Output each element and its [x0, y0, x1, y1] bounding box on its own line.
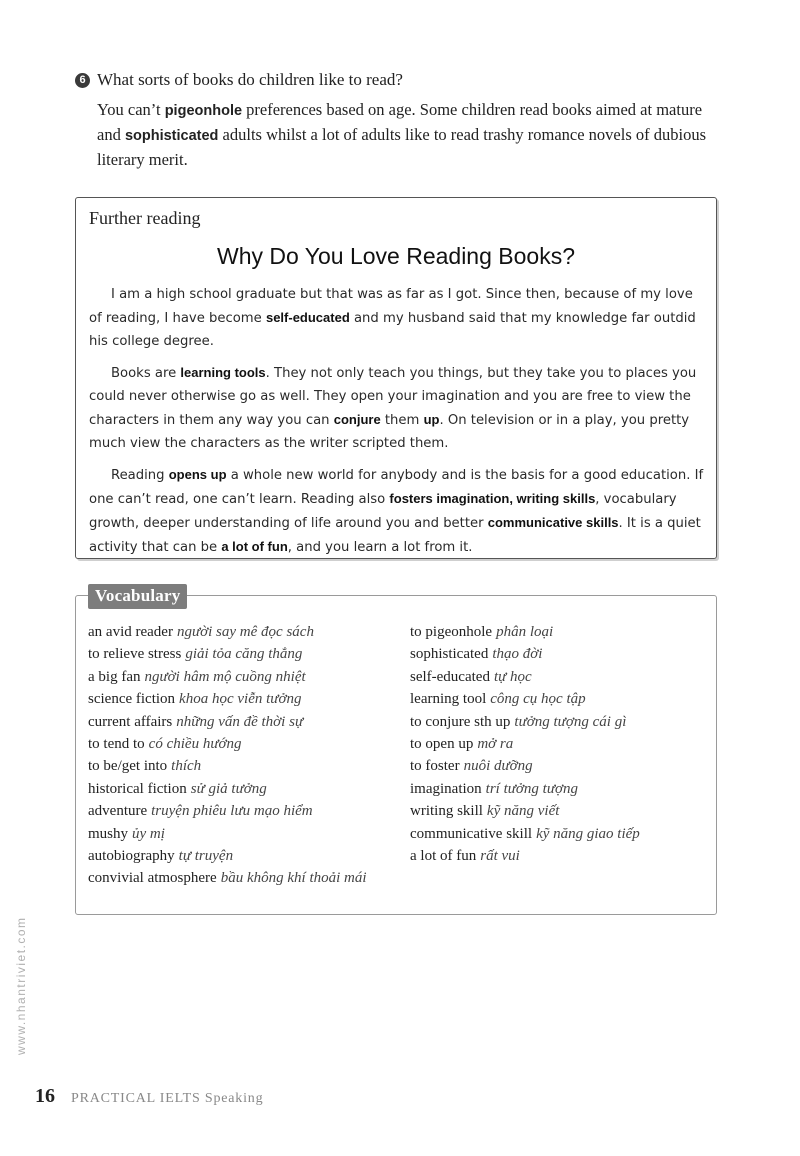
- question-number-badge: 6: [75, 73, 90, 88]
- article-paragraph: Books are learning tools. They not only teach you things, but they take you to places you could never otherwise go as well. They open your imagination and you are free to view the characters in them any way you can conjure them up. On television or in a play, you pretty much view the characters as the writer scripted them.: [89, 365, 697, 451]
- question-answer: You can’t pigeonhole preferences based on age. Some children read books aimed at mature and sophisticated adults whilst a lot of adults like to read trashy romance novels of dubious literary merit.: [97, 100, 706, 169]
- book-title: PRACTICAL IELTS Speaking: [71, 1091, 264, 1106]
- vocabulary-translation: trí tưởng tượng: [485, 780, 579, 797]
- vocabulary-item: [88, 755, 388, 777]
- vocabulary-term: imagination: [410, 780, 482, 797]
- vocabulary-translation: kỹ năng giao tiếp: [536, 825, 640, 842]
- keyword: a lot of fun: [221, 539, 288, 554]
- further-reading-label: Further reading: [89, 208, 201, 228]
- vocabulary-term: convivial atmosphere: [88, 870, 217, 887]
- vocabulary-item: [88, 711, 388, 733]
- vocabulary-item: [410, 643, 710, 665]
- vocabulary-item: [88, 845, 388, 867]
- vocabulary-translation: ủy mị: [132, 825, 165, 842]
- vocabulary-item: [88, 778, 388, 800]
- keyword: conjure: [333, 412, 381, 427]
- vocabulary-item: [410, 778, 710, 800]
- vocabulary-translation: mở ra: [477, 736, 514, 753]
- vocabulary-term: writing skill: [410, 803, 483, 820]
- vocabulary-term: learning tool: [410, 691, 487, 708]
- vocabulary-translation: thạo đời: [492, 646, 543, 663]
- vocabulary-item: [88, 666, 388, 688]
- vocabulary-term: current affairs: [88, 713, 173, 730]
- vocabulary-term: to be/get into: [88, 758, 168, 775]
- page-footer: [35, 1085, 263, 1108]
- question-heading: [75, 70, 725, 90]
- vocabulary-translation: kỹ năng viết: [486, 803, 560, 820]
- question-block: [75, 70, 725, 172]
- keyword: self-educated: [265, 310, 350, 325]
- vocabulary-term: science fiction: [88, 691, 176, 708]
- vocabulary-term: historical fiction: [88, 780, 187, 797]
- vocabulary-translation: giải tỏa căng thẳng: [185, 646, 303, 663]
- vocabulary-translation: thích: [171, 758, 202, 775]
- vocabulary-translation: rất vui: [480, 848, 520, 865]
- vocabulary-translation: những vấn đề thời sự: [176, 713, 304, 730]
- watermark: www.nhantriviet.com: [14, 916, 28, 1055]
- vocabulary-term: to pigeonhole: [410, 624, 493, 640]
- vocabulary-item: [88, 688, 388, 710]
- vocabulary-term: to conjure sth up: [410, 713, 511, 730]
- keyword: learning tools: [180, 365, 266, 380]
- vocabulary-term: communicative skill: [410, 825, 533, 842]
- vocabulary-item: [88, 733, 388, 755]
- vocabulary-translation: sử giả tưởng: [190, 780, 267, 797]
- vocabulary-item: [410, 688, 710, 710]
- vocabulary-item: [88, 823, 388, 845]
- vocabulary-translation: tưởng tượng cái gì: [514, 713, 627, 730]
- article-paragraph: I am a high school graduate but that was as far as I got. Since then, because of my love of reading, I have become self-educated and my husband said that my knowledge far outdid his college degree.: [89, 287, 696, 349]
- vocabulary-term: sophisticated: [410, 646, 489, 663]
- vocabulary-term: a big fan: [88, 668, 141, 685]
- vocabulary-item: [88, 643, 388, 665]
- vocabulary-column-left: [88, 621, 388, 890]
- vocabulary-term: to open up: [410, 736, 474, 753]
- article-paragraph: Reading opens up a whole new world for anybody and is the basis for a good education. If one can’t read, one can’t learn. Reading also fosters imagination, writing skills, vocabulary growth, deeper understanding of life around you and better communicative skills. It is a quiet activity that can be a lot of fun, and you learn a lot from it.: [89, 467, 704, 555]
- vocabulary-term: to relieve stress: [88, 646, 182, 663]
- vocabulary-translation: khoa học viễn tưởng: [179, 691, 302, 708]
- keyword: pigeonhole: [164, 103, 243, 119]
- article-body: [89, 283, 704, 567]
- vocabulary-term: mushy: [88, 825, 129, 842]
- vocabulary-column-right: [410, 621, 710, 867]
- vocabulary-label: Vocabulary: [88, 584, 187, 609]
- vocabulary-item: [410, 845, 710, 867]
- vocabulary-term: autobiography: [88, 848, 175, 865]
- vocabulary-item: [410, 733, 710, 755]
- vocabulary-term: a lot of fun: [410, 848, 477, 865]
- vocabulary-item: [410, 755, 710, 777]
- vocabulary-term: adventure: [88, 803, 148, 820]
- vocabulary-translation: tự truyện: [178, 848, 234, 865]
- vocabulary-translation: tự học: [493, 668, 532, 685]
- further-reading-box: [75, 197, 717, 559]
- vocabulary-translation: có chiều hướng: [148, 736, 242, 753]
- vocabulary-term: an avid reader: [88, 624, 173, 640]
- question-title: What sorts of books do children like to read?: [97, 70, 403, 89]
- page-number: 16: [35, 1085, 55, 1107]
- vocabulary-term: to tend to: [88, 736, 145, 753]
- vocabulary-translation: bầu không khí thoải mái: [220, 870, 367, 887]
- vocabulary-item: [88, 800, 388, 822]
- keyword: communicative skills: [487, 515, 619, 530]
- keyword: opens up: [168, 467, 227, 482]
- vocabulary-item: [410, 621, 710, 643]
- vocabulary-translation: truyện phiêu lưu mạo hiểm: [151, 803, 313, 820]
- vocabulary-item: [88, 867, 388, 889]
- keyword: up: [423, 412, 440, 427]
- vocabulary-translation: người hâm mộ cuồng nhiệt: [144, 668, 306, 685]
- vocabulary-item: [410, 711, 710, 733]
- vocabulary-translation: nuôi dưỡng: [463, 758, 533, 775]
- vocabulary-item: [88, 621, 388, 643]
- vocabulary-item: [410, 800, 710, 822]
- vocabulary-translation: người say mê đọc sách: [176, 624, 314, 640]
- vocabulary-translation: công cụ học tập: [490, 691, 586, 708]
- article-title: Why Do You Love Reading Books?: [216, 243, 576, 269]
- vocabulary-term: to foster: [410, 758, 460, 775]
- vocabulary-term: self-educated: [410, 668, 490, 685]
- vocabulary-item: [410, 666, 710, 688]
- keyword: fosters imagination, writing skills: [389, 491, 596, 506]
- keyword: sophisticated: [124, 128, 219, 144]
- vocabulary-item: [410, 823, 710, 845]
- vocabulary-translation: phân loại: [496, 624, 554, 640]
